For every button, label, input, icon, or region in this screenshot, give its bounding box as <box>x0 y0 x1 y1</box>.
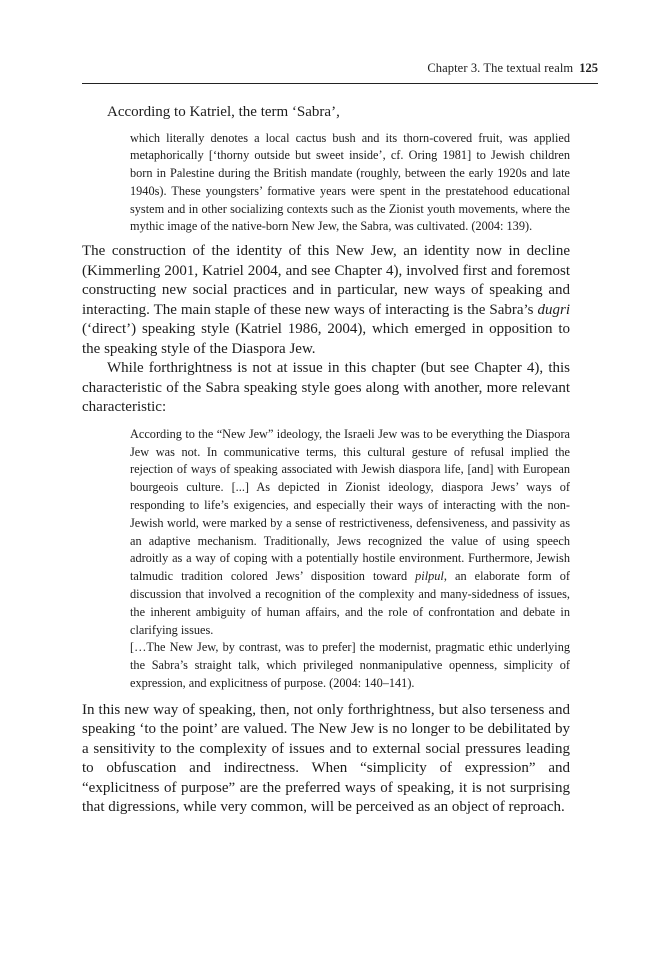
italic-term-dugri: dugri <box>537 301 570 318</box>
paragraph-3: In this new way of speaking, then, not only forthrightness, but also terseness and speaking ‘to the point’ are valued. The New Jew is no longer to be debilitated by a sensitivity to the complexity of issues and to external social pressures leading to obfuscation and indirectness. When “simplicity of expression” and “explicitness of purpose” are the preferred ways of speaking, it is not surprising that digressions, while very common, will be perceived as an object of reproach. <box>82 701 570 816</box>
italic-term-pilpul: pilpul <box>415 569 444 584</box>
page-body <box>82 103 570 818</box>
intro-line: According to Katriel, the term ‘Sabra’, <box>107 104 340 120</box>
paragraph-1: The construction of the identity of this New Jew, an identity now in decline (Kimmerling 2001, Katriel 2004, and see Chapter 4), involved first and foremost constructing new social practices and in particular, new ways of speaking and interacting. The main staple of these new ways of interacting is the Sabra’s dugri (‘direct’) speaking style (Katriel 1986, 2004), which emerged in opposition to the speaking style of the Diaspora Jew. <box>82 243 570 357</box>
block-quote-2: According to the “New Jew” ideology, the Israeli Jew was to be everything the Diaspora Jew was not. In communicative terms, this cultural gesture of refusal implied the rejection of ways of speaking associated with Jewish diaspora life, [and] with European bourgeois culture. [...] As depicted in Zionist ideology, diaspora Jews’ ways of responding to life’s exigencies, and especially their ways of interacting with the non-Jewish world, were marked by a sense of restrictiveness, defensiveness, and passivity as an adaptive mechanism. Traditionally, Jews recognized the value of using speech adroitly as a way of coping with a potentially hostile environment. Furthermore, Jewish talmudic tradition colored Jews’ disposition toward pilpul, an elaborate form of discussion that involved a recognition of the complexity and many-sidedness of issues, the inherent ambiguity of human affairs, and the role of confrontation and debate in clarifying issues. <box>130 426 570 637</box>
chapter-title: Chapter 3. The textual realm <box>427 61 574 75</box>
page-number: 125 <box>579 61 598 75</box>
block-quote-1: which literally denotes a local cactus bush and its thorn-covered fruit, was applied metaphorically [‘thorny outside but sweet inside’, cf. Oring 1981] to Jewish children born in Palestine during the British mandate (roughly, between the early 1920s and late 1940s). These youngsters’ formative years were spent in the prestatehood educational system and in other socializing contexts such as the Zionist youth movements, where the mythic image of the native-born New Jew, the Sabra, was cultivated. (2004: 139). <box>130 130 570 234</box>
paragraph-2: While forthrightness is not at issue in this chapter (but see Chapter 4), this characteristic of the Sabra speaking style goes along with another, more relevant characteristic: <box>82 360 570 416</box>
running-header <box>82 61 598 84</box>
block-quote-2-continued: […The New Jew, by contrast, was to prefer] the modernist, pragmatic ethic underlying the Sabra’s straight talk, which privileged nonmanipulative openness, simplicity of expression, and explicitness of purpose. (2004: 140–141). <box>130 640 570 690</box>
